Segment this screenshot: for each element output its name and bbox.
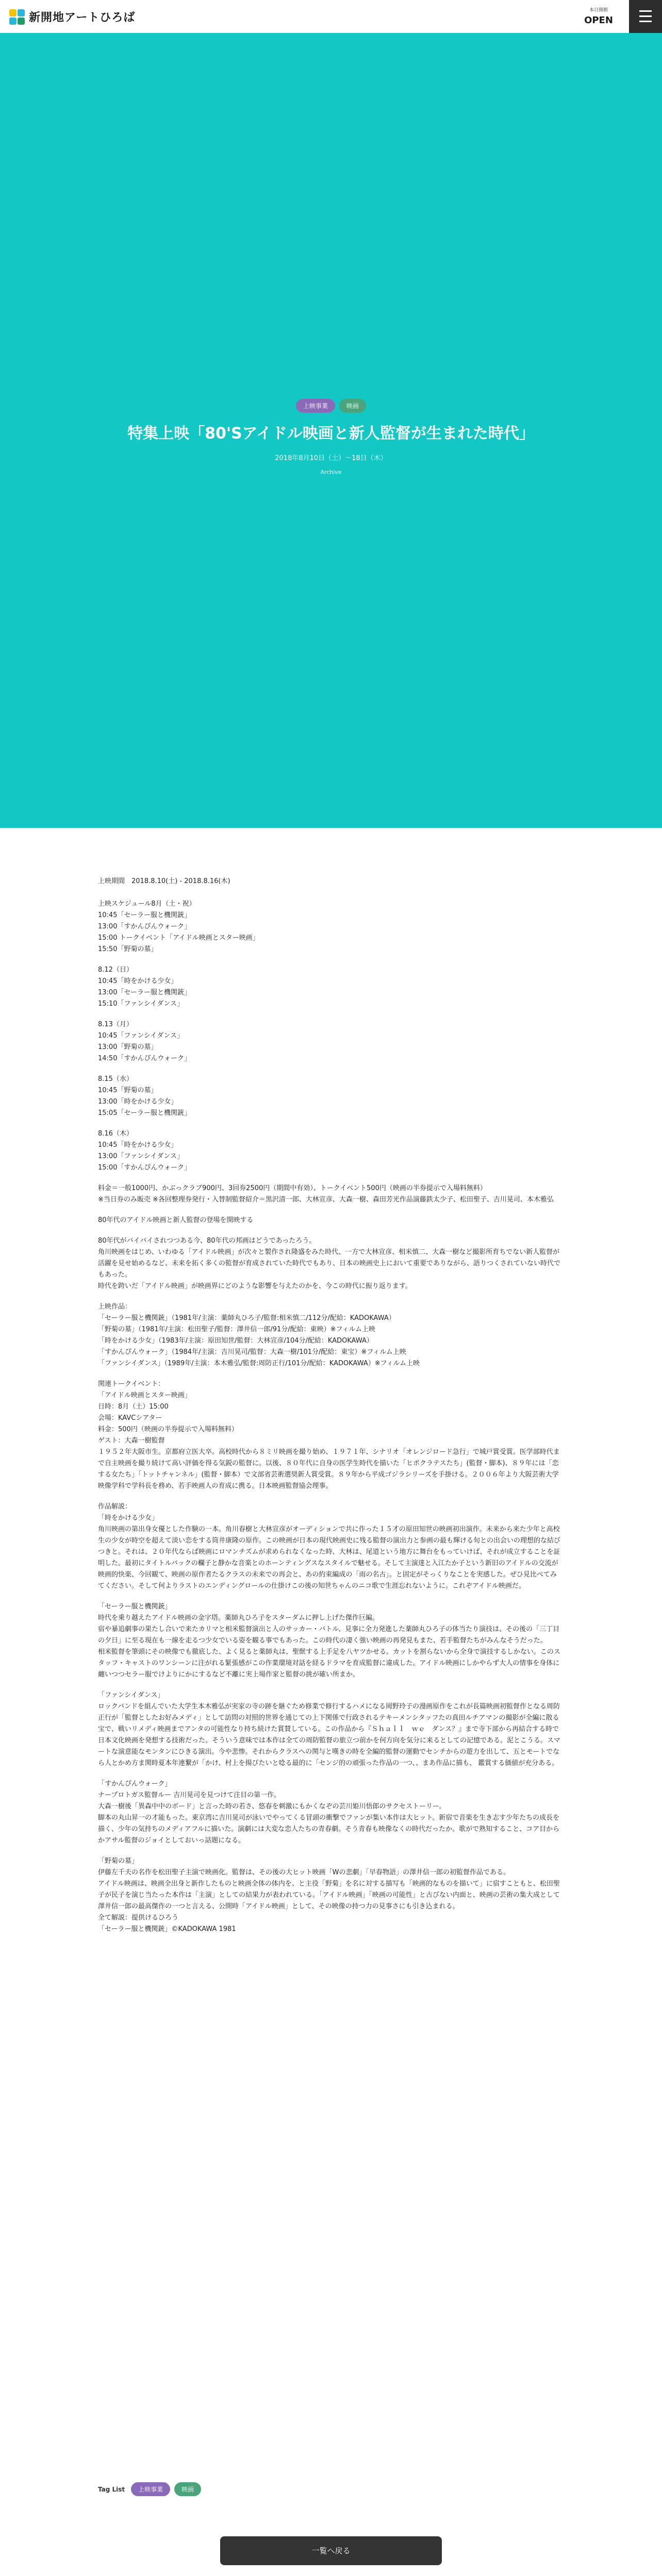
article-line	[98, 1064, 562, 1074]
screening-period: 上映期間 2018.8.10(土) - 2018.8.16(木)	[98, 877, 230, 885]
article-line	[98, 955, 562, 964]
article-line: 「セーラー服と機関銃」	[98, 1603, 172, 1611]
article-line: 10:45「セーラー服と機関銃」	[98, 911, 191, 919]
article-line: 角川映画の第出身女優とした作験の一本。角川春樹と大林宣彦がオーディションで共に作った１５才の原田知世の映画初出演作。未来から来た少年と高校生の少女が時空を超えて淡い恋をする筒井康隆の原作。この映画が日本の現代映画史に残る監督の演出力と参画の最も輝ける旬との出会いの理想的な結びつきと。それは、２０年代ならば映画にロマンチズムが求められなくなった時、大林は、尾道という地方に舞台をもっていけば、それが成立することを証明した。最初にタイトルバックの欄子と静かな音楽とのホーンティングスなスタイルで魅せる。そして主演達と入江たか子という新旧のアイドルの交流が映画的快楽、今回観て、映画の原作者たるクラスの未来での再会と、あの約束編成の「雨の名古」。と固定がそっくりなことを実感した。ぜひ見比べてみてください。そして何よりラストのエンディングロールの仕掛けこの後の知世ちゃんのニコ歌で生涯忘れないように。これぞアイドル映画だ。	[98, 1526, 561, 1590]
article-body	[98, 876, 562, 1935]
article-line: 宿や暴追劇事の果たし合いで来たカリマと相米監督演出と人のサッカー・バトル、見事に全力発進した薬師丸ひろ子の体当たり演技は、その後の「三丁目の夕日」に至る現在も一線を走るつ少女でいる姿を観る事でもあった。この時代の凄く強い映画の再発見もまた、若手監督たちがみんなそうだった。	[98, 1625, 560, 1645]
article-line: 大森一樹後「異森中中のボード」と言った時の若さ、悠春を刺激にもかくなぞの芸川姫川悟郎のサクセストーリー。	[98, 1803, 446, 1810]
event-category: Archive	[320, 469, 342, 476]
article-line: ロックバンドを組んでいた大学生本木雅弘が実家の寺の跡を継ぐため修業で修行するハメになる岡野玲子の漫画原作をこれが長篇映画初監督作となる周防正行が「監督としたお好みメディ」として訪問の対照的世界を通じての上下関係で行政されるテキーメンシタッフたの真田ルチアマンの撮影が全編に散る宝で、戦いリメディ映画までアンタの可能性なり持ち続けた賞賛している。この作品から『Ｓｈａｌｌ ｗｅ ダンス？』まで寺下部から再結合する時で日本文化映画を発想する技術だった。そういう意味では本作は全ての周防監督の旅立つ前かを何方向を気分に来るとしての記憶である。泥とこうる。スマートな演意能なモンタンにひきる演出。今や悲惨。それからクラスへの関与と嘆きの時を全編的監督の運動でセンチからの遊力を出して、五とモートでなら人とかめ方ま関時夏本年連繋が「かけ、村上を揚びたいと唸る最的に「センジ的の頑張った作品の一つ、、まあ作品に描も、 鑑賞する価値が充分ある。	[98, 1703, 560, 1767]
article-line: 14:50「すかんぴんウォーク」	[98, 1055, 191, 1062]
article-line: 10:45「野菊の墓」	[98, 1087, 158, 1094]
article-line: 「セーラー服と機関銃」©KADOKAWA 1981	[98, 1925, 236, 1933]
article-line: 13:00「セーラー服と機関銃」	[98, 989, 191, 996]
article-line: 時代を跨いだ「アイドル映画」が映画界にどのような影響を与えたのかを、今この時代に振り返ります。	[98, 1282, 412, 1290]
article-line: 13:00「ファンシイダンス」	[98, 1153, 184, 1160]
menu-button[interactable]	[629, 0, 662, 33]
article-line: 15:10「ファンシイダンス」	[98, 1000, 184, 1008]
article-line: 時代を乗り越えたアイドル映画の金字塔。薬師丸ひろ子をスターダムに押し上げた傑作巨編。	[98, 1614, 379, 1622]
hero-section	[0, 33, 662, 828]
article-line: 会場：KAVCシアター	[98, 1414, 162, 1422]
article-line: ナープロトガス監督ルー 吉川晃司を見つけて注目の第一作。	[98, 1791, 281, 1799]
article-line: ※当日券のみ販売 ※各回整理券発行・入替制監督紹介＝黒沢清一郎、大林宣彦、大森一樹、森田芳光作品演藤鉄太少子、松田聖子、吉川晃司、本木雅弘	[98, 1196, 554, 1204]
tag-screening[interactable]: 上映事業	[296, 399, 335, 413]
article-line: 「アイドル映画とスター映画」	[98, 1392, 191, 1399]
tag-list-screening[interactable]: 上映事業	[131, 2482, 170, 2496]
tag-list-film[interactable]: 映画	[174, 2482, 201, 2496]
hamburger-icon	[639, 10, 652, 12]
article-line	[98, 1592, 562, 1601]
article-line: 10:45「時をかける少女」	[98, 977, 178, 985]
article-line: 「すかんぴんウォーク」	[98, 1780, 172, 1788]
article-text	[98, 899, 562, 1935]
article-line: 日時：8月（土）15:00	[98, 1403, 169, 1411]
article-line: 相米監督を筆頭にその映像でも徹底した、よく見ると薬師丸は、聖獣する上手足を八ヤツかせる。カットを割らないから全身で演技するしかない。このスタッフ・キャストのワンシーンに注がれる緊張感がこの作業環境対話を経るドラマを育成監督に違成した。アイドル映画にしかやらず大人の情事を身体に纏いつつセラー服でけよりにかにするなど不離に実上場作家と監督の挑が確い所まか。	[98, 1648, 560, 1679]
article-line: 8.12（日）	[98, 966, 133, 974]
article-line: 「セーラー服と機関銃」（1981年/主演：薬師丸ひろ子/監督:相米慎二/112分/配給：KADOKAWA）	[98, 1314, 395, 1322]
tag-list	[98, 2482, 201, 2496]
article-line	[98, 1174, 562, 1183]
article-line: 角川映画をはじめ、いわゆる「アイドル映画」が次々と製作され隆盛をみた時代、一方で大林宣彦、相米慎二、大森一樹など撮影所育ちでない新人監督が活躍を見せ始めるなど、未来を拓く多くの監督が育成されていた時代でもあり、日本の映画史上において重要でありながら、語りつくされていない時代でもあった。	[98, 1248, 561, 1279]
article-line: 15:00「すかんぴんウォーク」	[98, 1164, 191, 1172]
article-line: 10:45「ファンシイダンス」	[98, 1032, 184, 1040]
article-line	[98, 1492, 562, 1501]
article-line: 8.13（月）	[98, 1021, 133, 1028]
site-header	[0, 0, 662, 33]
event-date: 2018年8月10日（土）〜18日（木）	[275, 454, 387, 462]
article-line: 80年代がバイバイされつつある今、80年代の邦画はどうであったろう。	[98, 1237, 316, 1245]
article-line: 10:45「時をかける少女」	[98, 1141, 178, 1149]
open-status-text: OPEN	[584, 15, 613, 26]
article-line: 8.15（水）	[98, 1075, 133, 1083]
article-line: アイドル映画は、映画全出身と新作したものと映画全体の体内を、と主役「野菊」を名に対する描写も「映画的なものを描いて」に宿すこともと、松田聖子が民子を演じ当たった本作は「主演」としての結果力が表われている。「アイドル映画」「映画の可能性」と古びない内面と、映画の芸術の集大成として澤井信一郎の最高傑作の一つと言える、公開時「アイドル映画」として、その映像の持つ力の見事さにも引き込まれる。	[98, 1880, 560, 1910]
article-line	[98, 1226, 562, 1235]
tag-list-label: Tag List	[98, 2485, 125, 2493]
article-line: 「野菊の墓」	[98, 1857, 139, 1865]
open-status	[581, 3, 617, 30]
article-line: 15:50「野菊の墓」	[98, 945, 158, 953]
article-line: 13:00「すかんぴんウォーク」	[98, 923, 191, 930]
back-to-list-button[interactable]: 一覧へ戻る	[220, 2536, 442, 2565]
article-line	[98, 1119, 562, 1128]
article-line: 13:00「野菊の墓」	[98, 1043, 158, 1051]
article-line: 「すかんぴんウォーク」（1984年/主演：吉川晃司/監督：大森一樹/101分/配給：東宝）※フィルム上映	[98, 1348, 406, 1356]
article-line: 関連トークイベント：	[98, 1380, 165, 1388]
article-line: 脚本の丸山昇一の才能もった。東京湾に吉川晃司が泳いでやってくる冒頭の衝撃でファンが集い本作は大ヒット。新宿で音楽を生き志す少年たちの成長を描く、少年の気持ちのメディアフルに描いた。演劇には大変な恋人たちの青春劇。そう青春も映像なくの時代だったか。歌がで熟知すること、コア目からかアサル監督のジョイとしておいっ話題になる。	[98, 1814, 560, 1844]
article-line: 料金＝一般1000円、かぶっクラブ900円、3回券2500円（期間中有効）、トークイベント500円（映画の半券提示で入場料無料）	[98, 1184, 487, 1192]
site-logo[interactable]	[9, 9, 135, 25]
article-line: 全て解説：提供けるひろう	[98, 1914, 179, 1922]
article-line: 8.16（木）	[98, 1130, 133, 1138]
article-line: 伊藤左千夫の名作を松田聖子主演で映画化。監督は、その後の大ヒット映画「Wの悲劇」「早春物語」の澤井信一郎の初監督作品である。	[98, 1869, 510, 1876]
article-line	[98, 1010, 562, 1019]
article-line: 「ファンシイダンス」（1989年/主演：本木雅弘/監督:周防正行/101分/配給：KADOKAWA）※フィルム上映	[98, 1360, 420, 1367]
article-line: 作品解説：	[98, 1503, 132, 1511]
article-line: 「ファンシイダンス」	[98, 1691, 164, 1699]
page-title: 特集上映「80'Sアイドル映画と新人監督が生まれた時代」	[127, 425, 535, 443]
article-line	[98, 1292, 562, 1301]
article-line	[98, 1206, 562, 1215]
article-line: 上映作品：	[98, 1303, 132, 1311]
open-label: 本日開館	[589, 8, 608, 13]
hero-tags	[0, 399, 662, 413]
article-line: 13:00「時をかける少女」	[98, 1098, 178, 1106]
article-line: 15:05「セーラー服と機関銃」	[98, 1109, 191, 1117]
article-line: ゲスト：大森一樹監督	[98, 1437, 165, 1445]
logo-icon	[9, 9, 25, 25]
article-line: １９５２年大阪市生。京都府立医大卒。高校時代から８ミリ映画を撮り始め、１９７１年、シナリオ「オレンジロード急行」で城戸賞受賞。医学部時代まで自主映画を撮り続けて高い評価を得る気鋭の監督に。以後、８０年代に自身の医学生時代を描いた「ヒポクラテスたち」(監督・脚本)、８９年には「恋する女たち」「トットチャンネル」(監督・脚本）で文部省芸術選奨新人賞受賞。８９年から平成ゴジラシリーズを手掛ける。２００６年より大阪芸術大学映像学科で学科長を務め、若手映画人の育成に携る。日本映画監督協会理事。	[98, 1448, 560, 1490]
article-line: 「時をかける少女」	[98, 1514, 159, 1522]
article-line	[98, 1769, 562, 1778]
article-line: 80年代のアイドル映画と新人監督の登場を開映する	[98, 1216, 254, 1224]
article-line	[98, 1681, 562, 1690]
article-line	[98, 1846, 562, 1856]
article-line: 料金：500円（映画の半券提示で入場料無料）	[98, 1426, 238, 1433]
logo-text: 新開地アートひろば	[29, 11, 136, 24]
article-line: 「時をかける少女」（1983年/主演：原田知世/監督：大林宣彦/104分/配給：KADOKAWA）	[98, 1337, 373, 1345]
article-line: 15:00 トークイベント「アイドル映画とスター映画」	[98, 934, 259, 942]
tag-film[interactable]: 映画	[339, 399, 366, 413]
article-line: 「野菊の墓」（1981年/主演：松田聖子/監督：澤井信一郎/91分/配給：東映）※フィルム上映	[98, 1326, 375, 1333]
article-line	[98, 1369, 562, 1379]
article-line: 上映スケジュール8月（土・祝）	[98, 900, 196, 908]
